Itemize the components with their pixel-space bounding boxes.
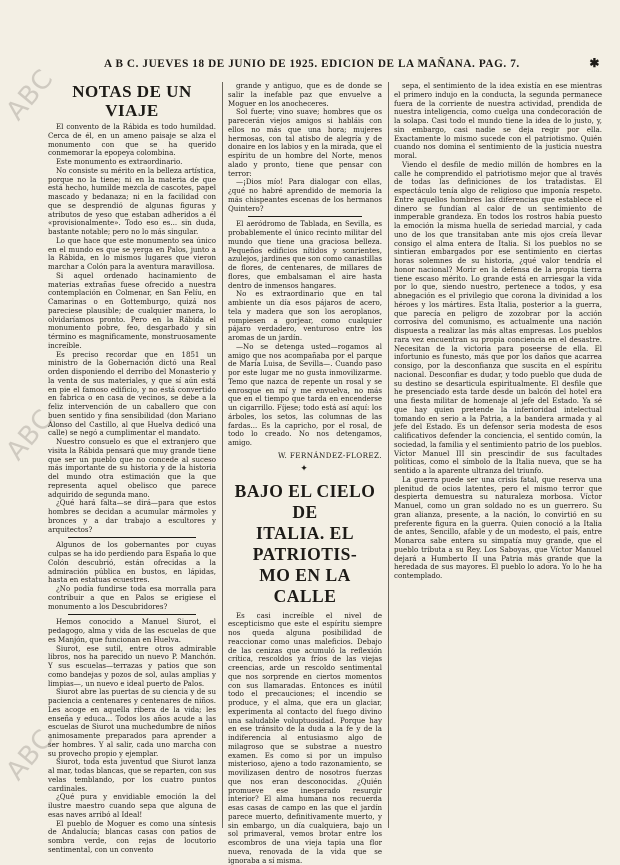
watermark-text: ABC bbox=[1, 724, 60, 786]
section-divider bbox=[68, 537, 196, 538]
paragraph: —¡Dios mío! Para dialogar con ellas, ¿qué no habré aprendido de memoria la más chispeantes escenas de los hermanos Quintero? bbox=[228, 178, 382, 213]
paragraph: Si aquel ordenado hacinamiento de materias extrañas fuese ofrecido a nuestra contemplación en Colmenar, en San Felíu, en Camarinas o en Gottemburgo, quizá nos pareciese plausible; de cualquier manera, lo olvidaríamos pronto. Pero en la Rábida el monumento pobre, feo, desgarbado y sin término es magnificamente, monstruosamente increíble. bbox=[48, 272, 216, 351]
paragraph: Siurot, toda esta juventud que Siurot lanza al mar, todas blancas, que se reparten, con sus velas temblando, por los cuatro puntos cardinales. bbox=[48, 758, 216, 793]
paragraph: Viendo el desfile de medio millón de hombres en la calle he comprendido el patriotismo mejor que al través de todas las definiciones de los tratadistas. El espectáculo tenía algo de religioso que imponía respeto. Entre aquellos hombres las diferencias que establece el dinero se fundían al calor de un sentimiento de inmperable grandeza. En todos los rostros había puesto la emoción la misma huella de seriedad marcial, y cada uno de los que transitaban ante mis ojos creía llevar consigo el alma entera de Italia. Si los pueblos no se sintieran embargados por ese sentimiento en ciertas horas solemnes de su historia, ¿qué valor tendría el honor nacional? Morir en la defensa de la propia tierra tiene escaso mérito. Lo grande está en arriesgar la vida por lo que, siendo nuestro, pertenece a todos, y esa abnegación es el privilegio que corona la divinidad a los héroes y los mártires. Esta Italia, posterior a la guerra, que parecía en peligro de zozobrar por la acción corrosiva del comunismo, es actualmente una nación dispuesta a realizar las más altas empresas. Los pueblos rara vez encuentran su propia conciencia en el desastre. Necesitan de la victoria para poseerse de ella. El infortunio es funesto, más que por los daños que acarrea consigo, por la desconfianza que suscita en el espíritu nacional. Desconfiar es dudar, y todo pueblo que duda de su destino se desarticula espiritualmente. El desfile que he presenciado esta tarde desde un balcón del hotel era una fiesta militar de homenaje al jefe del Estado. Ya sé que hay quien pretende la inferioridad intelectual tomando en serio a la Patria, a la bandera armada y al jefe del Estado. Es un defensor seria modesta de esos calificativos defender la conciencia, el sentido común, la sociedad, la familia y el sentimiento patrio de los pueblos. Víctor Manuel III sin prescindir de sus facultades políticas, como el símbolo de la Italia nueva, que se ha sentido a la aparente ultranza del triunfo. bbox=[394, 161, 602, 476]
column-divider bbox=[222, 82, 223, 828]
article-title: NOTAS DE UN VIAJE bbox=[48, 82, 216, 120]
paragraph: El convento de la Rábida es todo humildad. Cerca de él, en un ameno paisaje se alza el monumento con que se ha querido conmemorar la epopeya colombina. bbox=[48, 123, 216, 158]
paragraph: grande y antiguo, que es de donde se salir la inefable paz que envuelve a Moguer en los anocheceres. bbox=[228, 82, 382, 108]
page-header bbox=[104, 58, 600, 76]
column-1 bbox=[48, 82, 216, 830]
paragraph: Algunos de los gobernantes por cuyas culpas se ha ido perdiendo para España lo que Colón descubrió, están ofrecidas a la admiración pública en bustos, en lápidas, hasta en estatuas ecuestres. bbox=[48, 541, 216, 585]
star-icon: ✱ bbox=[589, 56, 600, 71]
paragraph: Es casi increíble el nivel de escepticismo que este el espíritu siempre nos queda alguna posibilidad de reaccionar como unas maleficios. Debajo de las cenizas que acumuló la reflexión crítica, rescoldos ya fríos de las viejas creencias, arde un rescoldo sentimental que nos sorprende en ciertos momentos con sus llamaradas. Entonces es inútil todo el precauciones; el incendio se produce, y el alma, que era un glaciar, experimenta al contacto del fuego divino una saludable voluptuosidad. Porque hay en ese tránsito de la duda a la fe y de la indiferencia al entusiasmo algo de milagroso que se substrae a nuestro examen. Es como si por un impulso misterioso, ajeno a todo razonamiento, se movilizasen dentro de nosotros fuerzas que nos eran desconocidas. ¿Quién promueve ese inesperado resurgir interior? El alma humana nos recuerda esas casas de campo en las que el jardín parece muerto, definitivamente muerto, y sin embargo, un día cualquiera, bajo un sol primaveral, vemos brotar entre los escombros de una vieja tapia una flor nueva, renovada de la vida que se ignoraba a sí misma. bbox=[228, 612, 382, 865]
paragraph: —No se detenga usted—rogamos al amigo que nos acompañaba por el parque de María Luisa, de Sevilla—. Cuando paso por este lugar me no gusta inmovilizarme. Temo que nazca de repente un rosal y se enrosque en mí y me envuelva, no más que en el tiempo que tarda en encenderse un cigarrillo. Fíjese; todo está así aquí: los árboles, los setos, las columnas de las fardas... Es la capricho, por el rosal, de todo lo creado. No nos detengamos, amigo. bbox=[228, 343, 382, 448]
watermark-text: ABC bbox=[1, 64, 60, 126]
column-divider bbox=[388, 82, 389, 828]
section-divider bbox=[68, 614, 196, 615]
author-signature: W. FERNÁNDEZ-FLOREZ. bbox=[228, 452, 382, 461]
watermark bbox=[0, 0, 46, 838]
paragraph: Nuestro consuelo es que el extranjero que visita la Rábida pensará que muy grande tiene que ser un pueblo que no concede al suceso más importante de su historia y de la historia del mundo otra estimación que la que representa aquel obelisco que parece adquirido de segunda mano. bbox=[48, 438, 216, 499]
section-divider bbox=[248, 216, 362, 217]
paragraph: No es extraordinario que en tal ambiente un día esos pájaros de acero, tela y madera que son los aeroplanos, rompiesen a gorjear, como cualquier pájaro verdadero, venturoso entre los aromas de un jardín. bbox=[228, 290, 382, 343]
paragraph: Sol fuerte; vino suave; hombres que os parecerán viejos amigos si habláis con ellos no más que una hora; mujeres hermosas, con tal atisbo de alegría y de donaire en los labios y en la mirada, que el espíritu de un hombre del Norte, menos alado y pronto, tiene que pensar con terror: bbox=[228, 108, 382, 178]
paragraph: ¿Qué hará falta—se dirá—para que estos hombres se decidan a acumular mármoles y bronces y a dar trabajo a escultores y arquitectos? bbox=[48, 499, 216, 534]
paragraph: sepa, el sentimiento de la idea existía en ese mientras el primero indujo en la conducta, la segunda permanece fuera de la corriente de nuestra actividad, prendida de nuestra inteligencia, como cuelga una condecoración de la solapa. Casi todo el mundo tiene la idea de lo justo, y, sin embargo, casi nadie se deja regir por ella. Exactamente lo mismo sucede con el patriotismo. Quién cuando nos domina el sentimiento de la justicia nuestra moral. bbox=[394, 82, 602, 161]
paragraph: La guerra puede ser una crisis fatal, que reserva una plenitud de ocios latentes, pero el mismo terror que despierta demuestra su naturaleza morbosa. Víctor Manuel, como un gran soldado no es un guerrero. Su gran alianza, presente, a la nación, lo convirtió en su preferente figura en la guerra. Quien conoció a la Italia de antes, Sencillo, afable y de un modesto, el país, entre Monarca sabe entera su simpatía muy grande, que el pueblo tributa a su Rey. Los Saboyas, que Víctor Manuel dejará a Humberto II una Patria más grande que la heredada de sus mayores. El pueblo lo adora. Yo lo he ha contemplado. bbox=[394, 476, 602, 581]
paragraph: No consiste su mérito en la belleza artística, porque no la tiene; ni en la materia de que está hecho, humilde mezcla de cascotes, papel mascado y bedanaza; ni en la facilidad con que se desprendió de algunas figuras y atributos de yeso que estaban adheridos a él «provisionalmente». Todo eso es... sin duda, bastante notable; pero no lo más singular. bbox=[48, 167, 216, 237]
ornament-icon: ✦ bbox=[228, 463, 382, 475]
paragraph: ¿Qué pura y envidiable emoción la del ilustre maestro cuando sepa que alguna de esas naves arribó al Ideal! bbox=[48, 793, 216, 819]
paragraph: Siurot, ese sutil, entre otros admirable libros, nos ha parecido un nuevo P. Manchón. Y sus escuelas—terrazas y patios que son como bandejas y pozos de sol, aulas amplias y limpias—, un nuevo e ideal puerto de Palos. bbox=[48, 645, 216, 689]
article-title-2 bbox=[228, 481, 382, 607]
paragraph: Hemos conocido a Manuel Siurot, el pedagogo, alma y vida de las escuelas de que es Manjón, que funcionan en Huelva. bbox=[48, 618, 216, 644]
header-title: A B C. JUEVES 18 DE JUNIO DE 1925. EDICION DE LA MAÑANA. PAG. 7. bbox=[104, 58, 520, 70]
title-line: ITALIA. EL PATRIOTIS- bbox=[228, 523, 382, 565]
paragraph: Lo que hace que este monumento sea único en el mundo es que se yerga en Palos, junto a la Rábida, en lo mismos lugares que vieron marchar a Colón para la aventura maravillosa. bbox=[48, 237, 216, 272]
title-line: MO EN LA CALLE bbox=[228, 565, 382, 607]
column-2 bbox=[228, 82, 382, 830]
column-3 bbox=[394, 82, 602, 830]
paragraph: El pueblo de Moguer es como una síntesis de Andalucía; blancas casas con patios de sombra verde, con rejas de locutorio sentimental, con un convento bbox=[48, 820, 216, 855]
title-line: BAJO EL CIELO DE bbox=[228, 481, 382, 523]
paragraph: Este monumento es extraordinario. bbox=[48, 158, 216, 167]
paragraph: El aeródromo de Tablada, en Sevilla, es probablemente el único recinto militar del mundo que tiene una graciosa belleza. Pequeños edificios nítidos y sonrientes, azulejos, jardines que son como canastillas de flores, de centenares, de millares de flores, que embalsaman el aire hasta dentro de inmensos hangares. bbox=[228, 220, 382, 290]
watermark-text: ABC bbox=[1, 404, 60, 466]
paragraph: Siurot abre las puertas de su ciencia y de su paciencia a centenares y centenares de niños. Les acoge en aquella ribera de la vida; les enseña y educa... Todos los años acude a las escuelas de Siurot una muchedumbre de niños animosamente preparados para aprender a ser hombres. Y al salir, cada uno marcha con su provecho propio y ejemplar. bbox=[48, 688, 216, 758]
paragraph: ¿No podía fundirse toda esa morralla para contribuir a que en Palos se erigiese el monumento a los Descubridores? bbox=[48, 585, 216, 611]
paragraph: Es preciso recordar que en 1851 un ministro de la Gobernación dictó una Real orden disponiendo el derribo del Monasterio y la venta de sus materiales, y que sí aún está en pie el famoso edificio, y no está convertido en fabrica o en casa de vecinos, se debe a la feliz intervención de un caballero que con buen sentido y fina sensibilidad (don Mariano Alonso del Castillo, al que Huelva dedicó una calle) se negó a cumplimentar el mandato. bbox=[48, 351, 216, 439]
